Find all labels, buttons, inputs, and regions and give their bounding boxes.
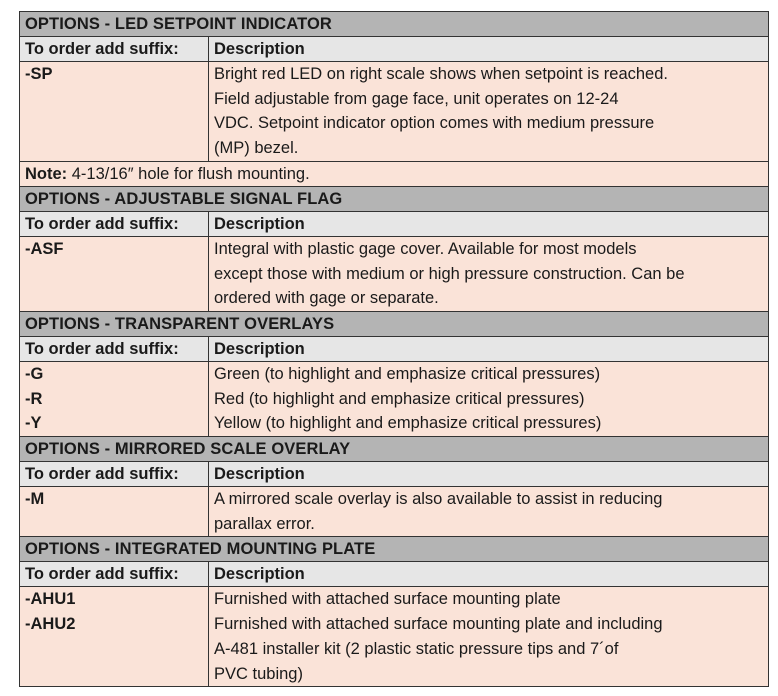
suffix-cell <box>20 487 209 536</box>
suffix-code: -R <box>25 389 43 408</box>
suffix-cell <box>20 587 209 686</box>
suffix-cell <box>20 62 209 161</box>
section-title: OPTIONS - LED SETPOINT INDICATOR <box>20 12 768 37</box>
description-column-header: Description <box>214 465 305 484</box>
section-title: OPTIONS - INTEGRATED MOUNTING PLATE <box>20 537 768 562</box>
description-column-header: Description <box>214 40 305 58</box>
description-line: Green (to highlight and emphasize critical pressures) <box>214 364 601 383</box>
column-header-row <box>20 37 768 62</box>
description-line: except those with medium or high pressure construction. Can be <box>214 264 685 283</box>
description-line: Red (to highlight and emphasize critical pressures) <box>214 389 585 408</box>
suffix-cell <box>20 362 209 436</box>
description-line: Furnished with attached surface mounting plate <box>214 590 561 609</box>
section-title: OPTIONS - ADJUSTABLE SIGNAL FLAG <box>20 187 768 212</box>
option-row <box>20 62 768 162</box>
option-row <box>20 362 768 437</box>
section-title: OPTIONS - TRANSPARENT OVERLAYS <box>20 312 768 337</box>
section-title: OPTIONS - MIRRORED SCALE OVERLAY <box>20 437 768 462</box>
column-header-row <box>20 337 768 362</box>
option-row <box>20 237 768 312</box>
description-line: PVC tubing) <box>214 664 303 683</box>
description-line: Furnished with attached surface mounting plate and including <box>214 615 663 634</box>
suffix-column-header: To order add suffix: <box>20 212 209 236</box>
options-table <box>19 11 769 687</box>
suffix-column-header: To order add suffix: <box>20 562 209 586</box>
description-line: Bright red LED on right scale shows when setpoint is reached. <box>214 65 668 83</box>
description-line: Field adjustable from gage face, unit operates on 12-24 <box>214 89 619 108</box>
description-cell <box>209 362 768 436</box>
description-line: parallax error. <box>214 514 315 533</box>
description-cell <box>209 62 768 161</box>
option-row <box>20 487 768 537</box>
description-line: ordered with gage or separate. <box>214 289 439 308</box>
suffix-column-header: To order add suffix: <box>20 37 209 61</box>
description-column-header: Description <box>214 339 305 358</box>
suffix-column-header: To order add suffix: <box>20 462 209 486</box>
note-label: Note: <box>25 164 68 183</box>
suffix-code: -SP <box>25 65 53 83</box>
description-column-header: Description <box>214 214 305 233</box>
column-header-row <box>20 212 768 237</box>
description-column-header: Description <box>214 565 305 584</box>
column-header-row <box>20 462 768 487</box>
suffix-code: -Y <box>25 414 42 433</box>
description-cell <box>209 587 768 686</box>
description-line: Yellow (to highlight and emphasize critical pressures) <box>214 414 602 433</box>
description-cell <box>209 237 768 311</box>
description-line: (MP) bezel. <box>214 139 299 158</box>
note-row <box>20 162 768 187</box>
note-text: 4-13/16″ hole for flush mounting. <box>67 164 310 183</box>
suffix-code: -G <box>25 364 44 383</box>
option-row <box>20 587 768 687</box>
suffix-code: -AHU2 <box>25 615 76 634</box>
suffix-code: -M <box>25 490 45 509</box>
description-line: VDC. Setpoint indicator option comes with medium pressure <box>214 114 655 133</box>
description-line: A mirrored scale overlay is also available to assist in reducing <box>214 490 663 509</box>
suffix-code: -ASF <box>25 239 64 258</box>
description-cell <box>209 487 768 536</box>
suffix-code: -AHU1 <box>25 590 76 609</box>
column-header-row <box>20 562 768 587</box>
description-line: Integral with plastic gage cover. Available for most models <box>214 239 637 258</box>
suffix-cell <box>20 237 209 311</box>
suffix-column-header: To order add suffix: <box>20 337 209 361</box>
description-line: A-481 installer kit (2 plastic static pressure tips and 7´of <box>214 639 619 658</box>
